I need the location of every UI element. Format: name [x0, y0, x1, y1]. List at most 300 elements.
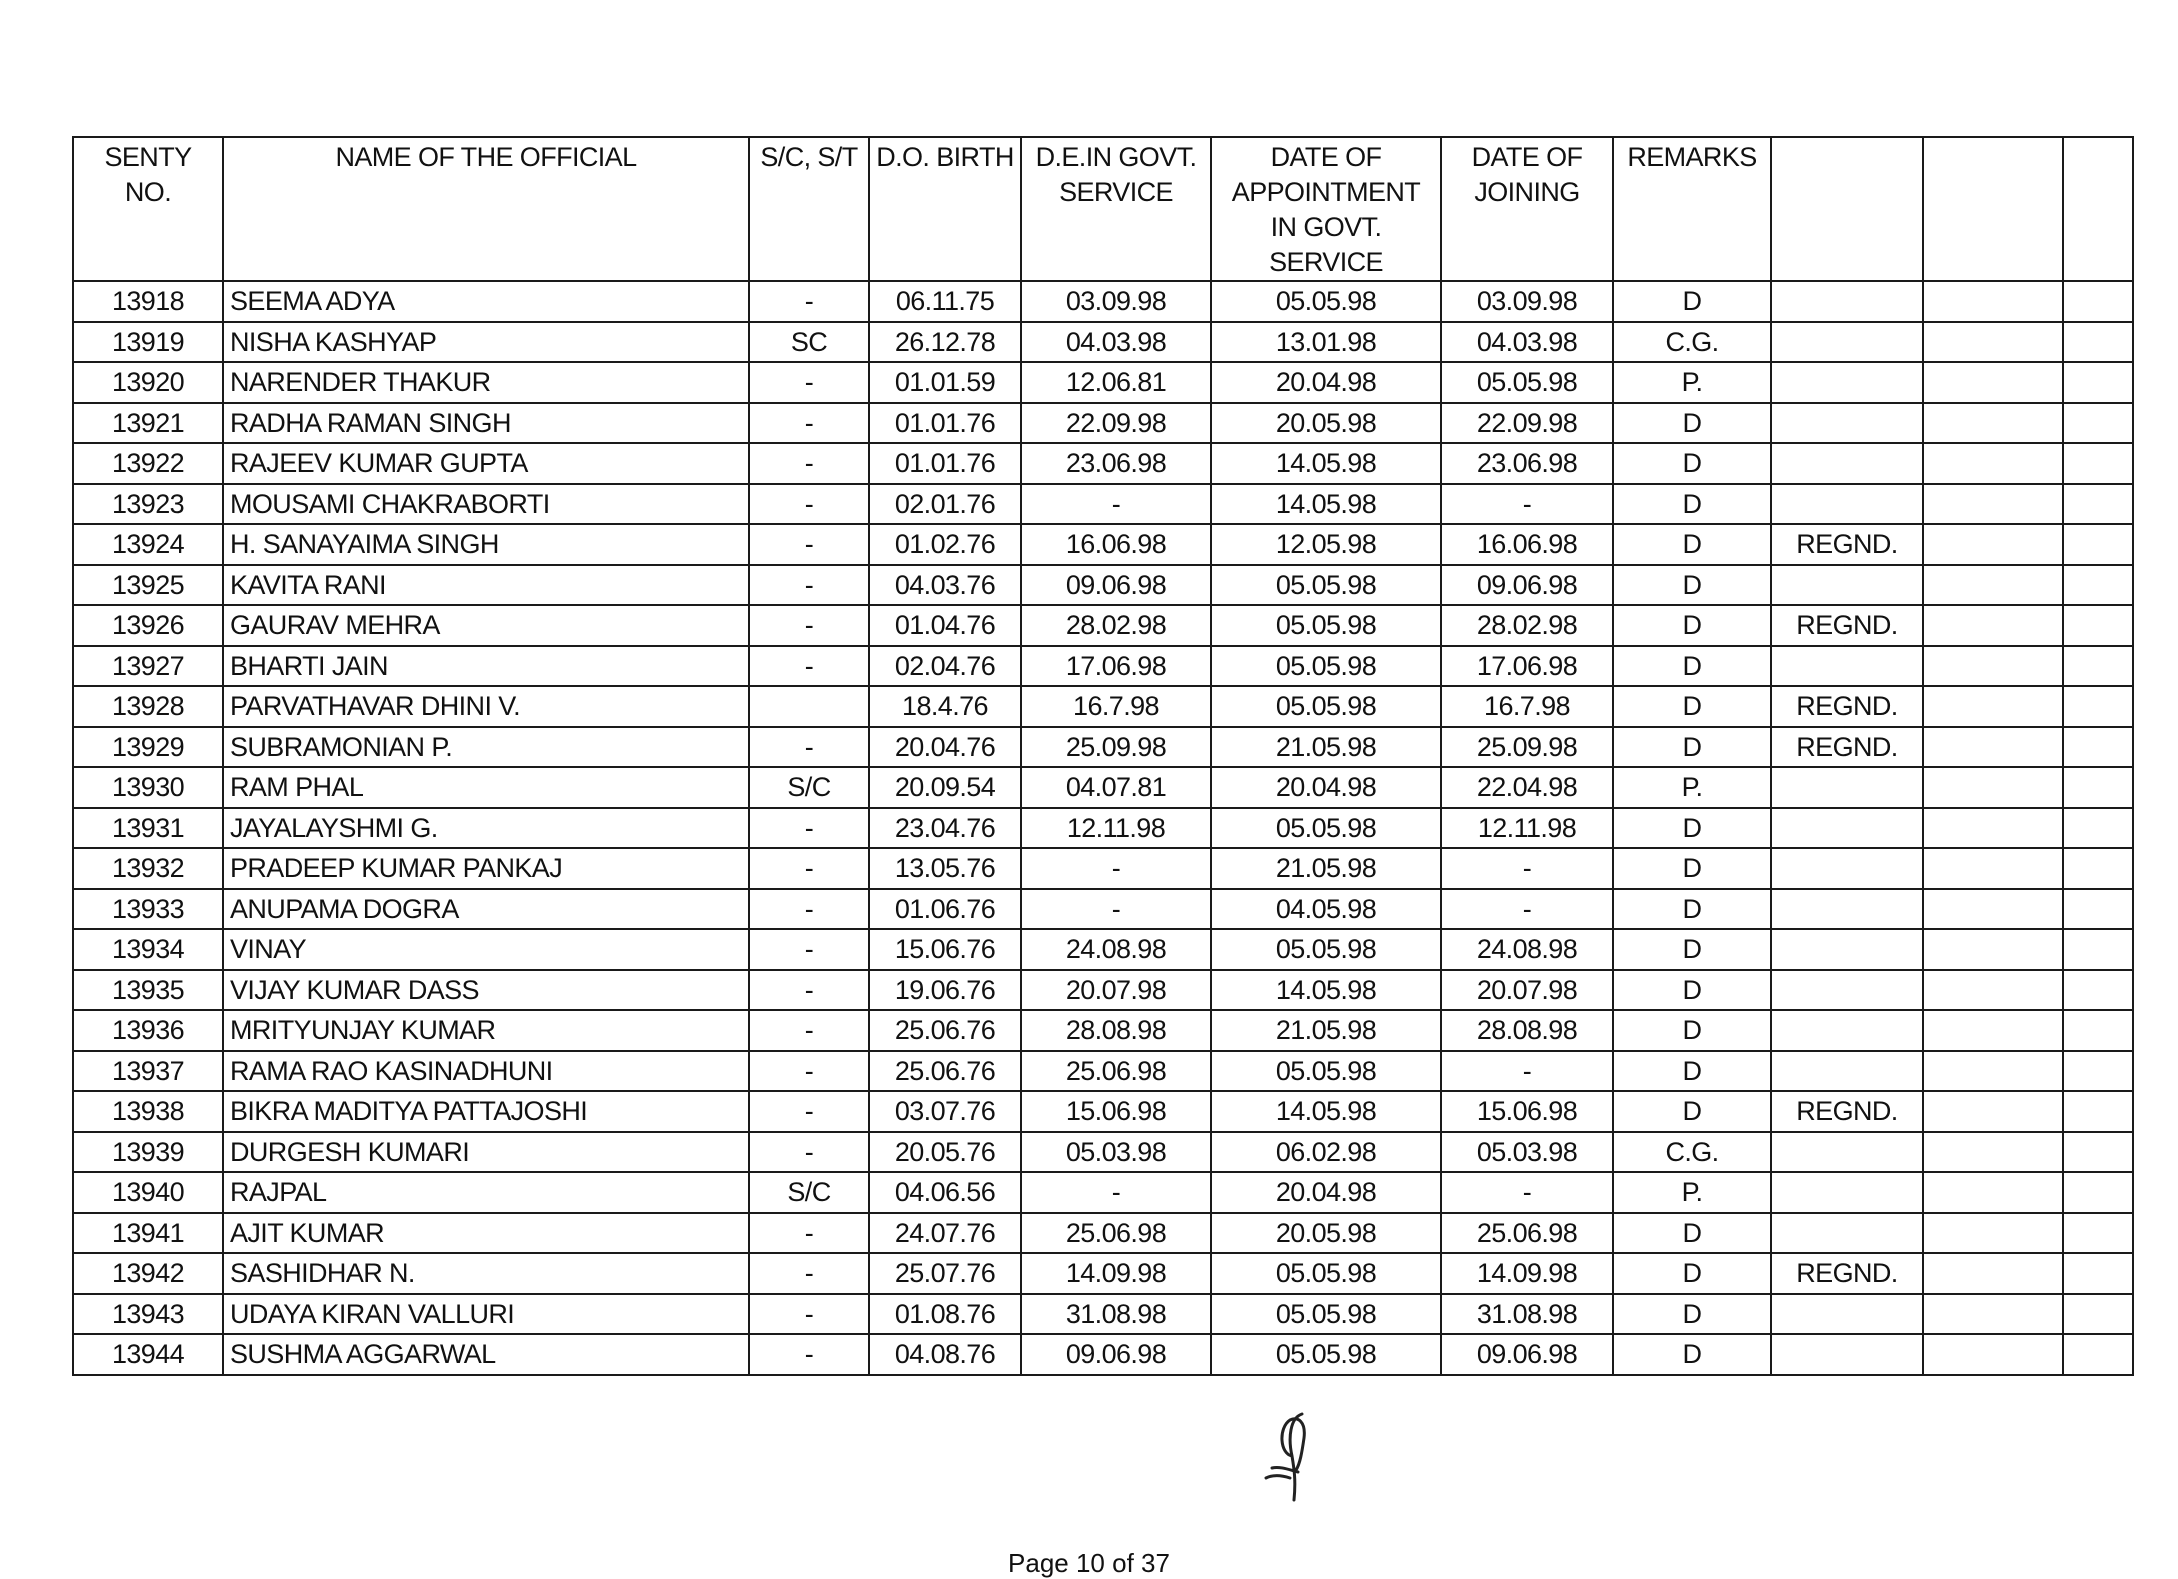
registered-cell: REGND.	[1771, 605, 1923, 646]
govt-service-entry-cell: 20.07.98	[1021, 970, 1211, 1011]
column-header	[1021, 137, 1211, 281]
appointment-date-cell: 13.01.98	[1211, 322, 1441, 363]
table-row	[73, 1172, 2133, 1213]
birth-date-cell: 04.08.76	[869, 1334, 1021, 1375]
sc-st-cell: -	[749, 1091, 869, 1132]
empty-cell	[1923, 767, 2063, 808]
official-name-cell: VIJAY KUMAR DASS	[223, 970, 749, 1011]
appointment-date-cell: 05.05.98	[1211, 929, 1441, 970]
appointment-date-cell: 20.04.98	[1211, 1172, 1441, 1213]
sc-st-cell: -	[749, 808, 869, 849]
page-number: Page 10 of 37	[1008, 1548, 1170, 1578]
govt-service-entry-cell: 09.06.98	[1021, 565, 1211, 606]
sc-st-cell: -	[749, 565, 869, 606]
birth-date-cell: 13.05.76	[869, 848, 1021, 889]
sc-st-cell: -	[749, 1253, 869, 1294]
joining-date-cell: -	[1441, 848, 1613, 889]
appointment-date-cell: 05.05.98	[1211, 1051, 1441, 1092]
empty-cell	[1923, 565, 2063, 606]
appointment-date-cell: 05.05.98	[1211, 1294, 1441, 1335]
joining-date-cell: 05.03.98	[1441, 1132, 1613, 1173]
empty-cell	[1923, 970, 2063, 1011]
table-row	[73, 970, 2133, 1011]
official-name-cell: SUBRAMONIAN P.	[223, 727, 749, 768]
birth-date-cell: 04.06.56	[869, 1172, 1021, 1213]
senty-no-cell: 13944	[73, 1334, 223, 1375]
empty-cell	[1923, 484, 2063, 525]
column-header	[1771, 137, 1923, 281]
table-row	[73, 443, 2133, 484]
empty-cell	[2063, 1132, 2133, 1173]
appointment-date-cell: 05.05.98	[1211, 646, 1441, 687]
table-body	[73, 281, 2133, 1375]
registered-cell	[1771, 322, 1923, 363]
appointment-date-cell: 20.05.98	[1211, 403, 1441, 444]
registered-cell	[1771, 1334, 1923, 1375]
registered-cell: REGND.	[1771, 727, 1923, 768]
official-name-cell: MOUSAMI CHAKRABORTI	[223, 484, 749, 525]
empty-cell	[1923, 1294, 2063, 1335]
empty-cell	[1923, 605, 2063, 646]
column-header	[1211, 137, 1441, 281]
birth-date-cell: 06.11.75	[869, 281, 1021, 322]
birth-date-cell: 20.09.54	[869, 767, 1021, 808]
empty-cell	[1923, 1334, 2063, 1375]
official-name-cell: RAM PHAL	[223, 767, 749, 808]
remarks-cell: D	[1613, 889, 1771, 930]
column-header	[1441, 137, 1613, 281]
senty-no-cell: 13923	[73, 484, 223, 525]
column-header	[73, 137, 223, 281]
appointment-date-cell: 05.05.98	[1211, 565, 1441, 606]
remarks-cell: C.G.	[1613, 1132, 1771, 1173]
empty-cell	[2063, 1010, 2133, 1051]
remarks-cell: D	[1613, 848, 1771, 889]
registered-cell	[1771, 1294, 1923, 1335]
appointment-date-cell: 05.05.98	[1211, 1334, 1441, 1375]
empty-cell	[1923, 848, 2063, 889]
registered-cell: REGND.	[1771, 1091, 1923, 1132]
table-row	[73, 484, 2133, 525]
birth-date-cell: 20.04.76	[869, 727, 1021, 768]
remarks-cell: D	[1613, 1213, 1771, 1254]
senty-no-cell: 13939	[73, 1132, 223, 1173]
sc-st-cell: -	[749, 362, 869, 403]
empty-cell	[2063, 484, 2133, 525]
remarks-cell: D	[1613, 443, 1771, 484]
seniority-table	[72, 136, 2134, 1376]
registered-cell	[1771, 808, 1923, 849]
remarks-cell: C.G.	[1613, 322, 1771, 363]
registered-cell	[1771, 767, 1923, 808]
empty-cell	[1923, 362, 2063, 403]
joining-date-cell: -	[1441, 1172, 1613, 1213]
empty-cell	[2063, 1172, 2133, 1213]
empty-cell	[2063, 1294, 2133, 1335]
column-header-line: S/C, S/T	[760, 142, 858, 172]
govt-service-entry-cell: 12.06.81	[1021, 362, 1211, 403]
sc-st-cell: -	[749, 605, 869, 646]
appointment-date-cell: 20.04.98	[1211, 767, 1441, 808]
table-row	[73, 808, 2133, 849]
sc-st-cell: -	[749, 889, 869, 930]
joining-date-cell: -	[1441, 484, 1613, 525]
empty-cell	[2063, 1253, 2133, 1294]
birth-date-cell: 01.08.76	[869, 1294, 1021, 1335]
official-name-cell: PRADEEP KUMAR PANKAJ	[223, 848, 749, 889]
sc-st-cell: -	[749, 1010, 869, 1051]
senty-no-cell: 13918	[73, 281, 223, 322]
govt-service-entry-cell: 04.07.81	[1021, 767, 1211, 808]
remarks-cell: P.	[1613, 362, 1771, 403]
table-row	[73, 362, 2133, 403]
table-row	[73, 1213, 2133, 1254]
remarks-cell: D	[1613, 727, 1771, 768]
table-row	[73, 565, 2133, 606]
senty-no-cell: 13941	[73, 1213, 223, 1254]
empty-cell	[1923, 1253, 2063, 1294]
birth-date-cell: 25.06.76	[869, 1010, 1021, 1051]
joining-date-cell: 20.07.98	[1441, 970, 1613, 1011]
sc-st-cell	[749, 686, 869, 727]
senty-no-cell: 13928	[73, 686, 223, 727]
sc-st-cell: -	[749, 646, 869, 687]
appointment-date-cell: 20.04.98	[1211, 362, 1441, 403]
empty-cell	[2063, 605, 2133, 646]
joining-date-cell: 25.09.98	[1441, 727, 1613, 768]
joining-date-cell: 15.06.98	[1441, 1091, 1613, 1132]
senty-no-cell: 13930	[73, 767, 223, 808]
empty-cell	[2063, 565, 2133, 606]
govt-service-entry-cell: 28.02.98	[1021, 605, 1211, 646]
appointment-date-cell: 05.05.98	[1211, 686, 1441, 727]
joining-date-cell: 05.05.98	[1441, 362, 1613, 403]
govt-service-entry-cell: 31.08.98	[1021, 1294, 1211, 1335]
remarks-cell: D	[1613, 1294, 1771, 1335]
empty-cell	[1923, 1132, 2063, 1173]
govt-service-entry-cell: -	[1021, 484, 1211, 525]
empty-cell	[1923, 808, 2063, 849]
official-name-cell: BHARTI JAIN	[223, 646, 749, 687]
joining-date-cell: 24.08.98	[1441, 929, 1613, 970]
senty-no-cell: 13922	[73, 443, 223, 484]
joining-date-cell: 09.06.98	[1441, 1334, 1613, 1375]
empty-cell	[2063, 322, 2133, 363]
senty-no-cell: 13935	[73, 970, 223, 1011]
table-row	[73, 605, 2133, 646]
appointment-date-cell: 05.05.98	[1211, 808, 1441, 849]
birth-date-cell: 02.04.76	[869, 646, 1021, 687]
empty-cell	[1923, 1091, 2063, 1132]
sc-st-cell: -	[749, 848, 869, 889]
column-header	[1923, 137, 2063, 281]
registered-cell	[1771, 1172, 1923, 1213]
birth-date-cell: 25.06.76	[869, 1051, 1021, 1092]
sc-st-cell: -	[749, 970, 869, 1011]
empty-cell	[2063, 1091, 2133, 1132]
senty-no-cell: 13937	[73, 1051, 223, 1092]
sc-st-cell: -	[749, 1051, 869, 1092]
registered-cell	[1771, 362, 1923, 403]
appointment-date-cell: 21.05.98	[1211, 727, 1441, 768]
senty-no-cell: 13934	[73, 929, 223, 970]
appointment-date-cell: 14.05.98	[1211, 1091, 1441, 1132]
registered-cell: REGND.	[1771, 524, 1923, 565]
column-header-line: DATE OF	[1270, 142, 1382, 172]
empty-cell	[2063, 646, 2133, 687]
column-header-line: D.O. BIRTH	[876, 142, 1014, 172]
table-row	[73, 403, 2133, 444]
birth-date-cell: 24.07.76	[869, 1213, 1021, 1254]
official-name-cell: JAYALAYSHMI G.	[223, 808, 749, 849]
empty-cell	[2063, 1334, 2133, 1375]
senty-no-cell: 13943	[73, 1294, 223, 1335]
govt-service-entry-cell: 22.09.98	[1021, 403, 1211, 444]
birth-date-cell: 26.12.78	[869, 322, 1021, 363]
empty-cell	[2063, 929, 2133, 970]
empty-cell	[2063, 1051, 2133, 1092]
official-name-cell: RAJEEV KUMAR GUPTA	[223, 443, 749, 484]
govt-service-entry-cell: -	[1021, 1172, 1211, 1213]
official-name-cell: NISHA KASHYAP	[223, 322, 749, 363]
birth-date-cell: 25.07.76	[869, 1253, 1021, 1294]
birth-date-cell: 04.03.76	[869, 565, 1021, 606]
table-row	[73, 686, 2133, 727]
govt-service-entry-cell: 25.06.98	[1021, 1213, 1211, 1254]
birth-date-cell: 01.06.76	[869, 889, 1021, 930]
column-header	[1613, 137, 1771, 281]
birth-date-cell: 23.04.76	[869, 808, 1021, 849]
official-name-cell: RAJPAL	[223, 1172, 749, 1213]
birth-date-cell: 15.06.76	[869, 929, 1021, 970]
column-header	[223, 137, 749, 281]
empty-cell	[2063, 686, 2133, 727]
registered-cell	[1771, 403, 1923, 444]
joining-date-cell: 16.06.98	[1441, 524, 1613, 565]
govt-service-entry-cell: 04.03.98	[1021, 322, 1211, 363]
empty-cell	[1923, 443, 2063, 484]
empty-cell	[1923, 281, 2063, 322]
table-row	[73, 281, 2133, 322]
sc-st-cell: -	[749, 403, 869, 444]
remarks-cell: D	[1613, 565, 1771, 606]
appointment-date-cell: 14.05.98	[1211, 443, 1441, 484]
registered-cell	[1771, 1051, 1923, 1092]
birth-date-cell: 01.02.76	[869, 524, 1021, 565]
empty-cell	[1923, 524, 2063, 565]
govt-service-entry-cell: 23.06.98	[1021, 443, 1211, 484]
senty-no-cell: 13927	[73, 646, 223, 687]
empty-cell	[1923, 929, 2063, 970]
sc-st-cell: -	[749, 443, 869, 484]
appointment-date-cell: 21.05.98	[1211, 1010, 1441, 1051]
govt-service-entry-cell: 17.06.98	[1021, 646, 1211, 687]
official-name-cell: DURGESH KUMARI	[223, 1132, 749, 1173]
birth-date-cell: 01.01.59	[869, 362, 1021, 403]
official-name-cell: GAURAV MEHRA	[223, 605, 749, 646]
remarks-cell: D	[1613, 1253, 1771, 1294]
senty-no-cell: 13936	[73, 1010, 223, 1051]
column-header-line: APPOINTMENT	[1231, 177, 1421, 207]
senty-no-cell: 13933	[73, 889, 223, 930]
column-header-line: SERVICE	[1269, 247, 1383, 277]
empty-cell	[1923, 686, 2063, 727]
empty-cell	[2063, 1213, 2133, 1254]
remarks-cell: D	[1613, 1051, 1771, 1092]
joining-date-cell: 28.08.98	[1441, 1010, 1613, 1051]
sc-st-cell: -	[749, 929, 869, 970]
joining-date-cell: -	[1441, 889, 1613, 930]
govt-service-entry-cell: 14.09.98	[1021, 1253, 1211, 1294]
column-header	[2063, 137, 2133, 281]
empty-cell	[2063, 848, 2133, 889]
appointment-date-cell: 05.05.98	[1211, 1253, 1441, 1294]
table-row	[73, 929, 2133, 970]
empty-cell	[2063, 889, 2133, 930]
sc-st-cell: SC	[749, 322, 869, 363]
sc-st-cell: -	[749, 1213, 869, 1254]
official-name-cell: UDAYA KIRAN VALLURI	[223, 1294, 749, 1335]
table-row	[73, 1132, 2133, 1173]
senty-no-cell: 13940	[73, 1172, 223, 1213]
empty-cell	[2063, 727, 2133, 768]
column-header-line: JOINING	[1474, 177, 1580, 207]
appointment-date-cell: 05.05.98	[1211, 281, 1441, 322]
registered-cell	[1771, 484, 1923, 525]
empty-cell	[1923, 646, 2063, 687]
column-header	[749, 137, 869, 281]
senty-no-cell: 13938	[73, 1091, 223, 1132]
joining-date-cell: 09.06.98	[1441, 565, 1613, 606]
remarks-cell: D	[1613, 403, 1771, 444]
column-header-line: SENTY	[104, 142, 192, 172]
birth-date-cell: 20.05.76	[869, 1132, 1021, 1173]
govt-service-entry-cell: 09.06.98	[1021, 1334, 1211, 1375]
empty-cell	[2063, 524, 2133, 565]
birth-date-cell: 03.07.76	[869, 1091, 1021, 1132]
registered-cell	[1771, 848, 1923, 889]
appointment-date-cell: 21.05.98	[1211, 848, 1441, 889]
column-header	[869, 137, 1021, 281]
empty-cell	[1923, 403, 2063, 444]
empty-cell	[2063, 281, 2133, 322]
table-row	[73, 524, 2133, 565]
column-header-line: IN GOVT.	[1270, 212, 1382, 242]
joining-date-cell: -	[1441, 1051, 1613, 1092]
remarks-cell: D	[1613, 1010, 1771, 1051]
official-name-cell: SEEMA ADYA	[223, 281, 749, 322]
table-row	[73, 848, 2133, 889]
official-name-cell: SUSHMA AGGARWAL	[223, 1334, 749, 1375]
registered-cell: REGND.	[1771, 1253, 1923, 1294]
table-row	[73, 322, 2133, 363]
joining-date-cell: 25.06.98	[1441, 1213, 1613, 1254]
govt-service-entry-cell: 25.06.98	[1021, 1051, 1211, 1092]
table-row	[73, 1334, 2133, 1375]
empty-cell	[2063, 362, 2133, 403]
registered-cell	[1771, 970, 1923, 1011]
table-row	[73, 1091, 2133, 1132]
birth-date-cell: 18.4.76	[869, 686, 1021, 727]
table-header-row	[73, 137, 2133, 281]
column-header-line: SERVICE	[1059, 177, 1173, 207]
sc-st-cell: S/C	[749, 767, 869, 808]
joining-date-cell: 31.08.98	[1441, 1294, 1613, 1335]
empty-cell	[2063, 403, 2133, 444]
remarks-cell: D	[1613, 970, 1771, 1011]
senty-no-cell: 13925	[73, 565, 223, 606]
official-name-cell: ANUPAMA DOGRA	[223, 889, 749, 930]
govt-service-entry-cell: -	[1021, 848, 1211, 889]
table-row	[73, 646, 2133, 687]
registered-cell	[1771, 1132, 1923, 1173]
registered-cell	[1771, 443, 1923, 484]
column-header-line: D.E.IN GOVT.	[1035, 142, 1197, 172]
sc-st-cell: S/C	[749, 1172, 869, 1213]
registered-cell	[1771, 281, 1923, 322]
table-row	[73, 727, 2133, 768]
remarks-cell: P.	[1613, 767, 1771, 808]
registered-cell	[1771, 646, 1923, 687]
remarks-cell: D	[1613, 808, 1771, 849]
senty-no-cell: 13920	[73, 362, 223, 403]
remarks-cell: D	[1613, 686, 1771, 727]
sc-st-cell: -	[749, 281, 869, 322]
joining-date-cell: 23.06.98	[1441, 443, 1613, 484]
remarks-cell: D	[1613, 484, 1771, 525]
empty-cell	[1923, 1213, 2063, 1254]
remarks-cell: D	[1613, 1091, 1771, 1132]
official-name-cell: RADHA RAMAN SINGH	[223, 403, 749, 444]
registered-cell	[1771, 889, 1923, 930]
birth-date-cell: 01.01.76	[869, 403, 1021, 444]
remarks-cell: P.	[1613, 1172, 1771, 1213]
senty-no-cell: 13942	[73, 1253, 223, 1294]
empty-cell	[1923, 889, 2063, 930]
official-name-cell: SASHIDHAR N.	[223, 1253, 749, 1294]
official-name-cell: PARVATHAVAR DHINI V.	[223, 686, 749, 727]
govt-service-entry-cell: 16.7.98	[1021, 686, 1211, 727]
remarks-cell: D	[1613, 646, 1771, 687]
sc-st-cell: -	[749, 1132, 869, 1173]
birth-date-cell: 19.06.76	[869, 970, 1021, 1011]
official-name-cell: AJIT KUMAR	[223, 1213, 749, 1254]
govt-service-entry-cell: 15.06.98	[1021, 1091, 1211, 1132]
table-row	[73, 1010, 2133, 1051]
govt-service-entry-cell: 16.06.98	[1021, 524, 1211, 565]
birth-date-cell: 01.01.76	[869, 443, 1021, 484]
remarks-cell: D	[1613, 524, 1771, 565]
table-row	[73, 1253, 2133, 1294]
column-header-line: REMARKS	[1627, 142, 1757, 172]
joining-date-cell: 17.06.98	[1441, 646, 1613, 687]
column-header-line: DATE OF	[1471, 142, 1583, 172]
table-row	[73, 889, 2133, 930]
senty-no-cell: 13931	[73, 808, 223, 849]
official-name-cell: NARENDER THAKUR	[223, 362, 749, 403]
appointment-date-cell: 12.05.98	[1211, 524, 1441, 565]
official-name-cell: H. SANAYAIMA SINGH	[223, 524, 749, 565]
sc-st-cell: -	[749, 1294, 869, 1335]
govt-service-entry-cell: 25.09.98	[1021, 727, 1211, 768]
govt-service-entry-cell: 24.08.98	[1021, 929, 1211, 970]
joining-date-cell: 12.11.98	[1441, 808, 1613, 849]
appointment-date-cell: 04.05.98	[1211, 889, 1441, 930]
joining-date-cell: 14.09.98	[1441, 1253, 1613, 1294]
sc-st-cell: -	[749, 1334, 869, 1375]
empty-cell	[1923, 727, 2063, 768]
joining-date-cell: 16.7.98	[1441, 686, 1613, 727]
